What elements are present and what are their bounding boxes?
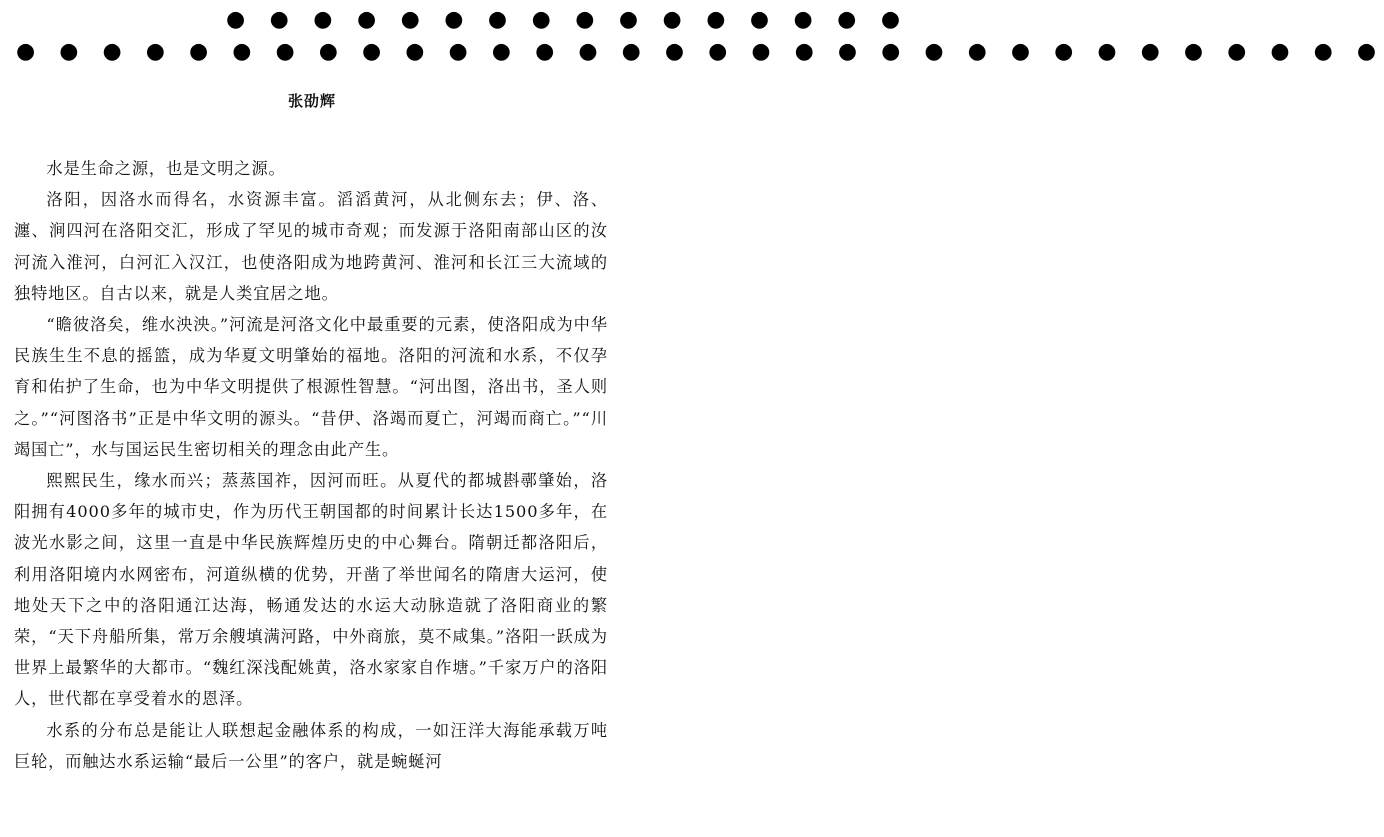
paragraph-3: “瞻彼洛矣，维水泱泱。”河流是河洛文化中最重要的元素，使洛阳成为中华民族生生不息的摇篮，成为华夏文明肇始的福地。洛阳的河流和水系，不仅孕育和佑护了生命，也为中华文明提供了根源性智慧。“河出图，洛出书，圣人则之。”“河图洛书”正是中华文明的源头。“昔伊、洛竭而夏亡，河竭而商亡。”“川竭国亡”，水与国运民生密切相关的理念由此产生。 xyxy=(14,315,608,459)
article-body xyxy=(14,153,608,777)
decorative-dot-row-bottom: ● ● ● ● ● ● ● ● ● ● ● ● ● ● ● ● ● ● ● ● ● ● ● ● ● ● ● ● ● ● ● ● xyxy=(16,39,1384,64)
decorative-dot-row-top: ● ● ● ● ● ● ● ● ● ● ● ● ● ● ● ● xyxy=(226,7,909,32)
paragraph-5: 水系的分布总是能让人联想起金融体系的构成，一如汪洋大海能承载万吨巨轮，而触达水系运输“最后一公里”的客户，就是蜿蜒河 xyxy=(14,720,608,771)
paragraph-1: 水是生命之源，也是文明之源。 xyxy=(46,159,286,178)
paragraph-4: 熙熙民生，缘水而兴；蒸蒸国祚，因河而旺。从夏代的都城斟鄩肇始，洛阳拥有4000多年的城市史，作为历代王朝国都的时间累计长达1500多年，在波光水影之间，这里一直是中华民族辉煌历史的中心舞台。隋朝迁都洛阳后，利用洛阳境内水网密布，河道纵横的优势，开凿了举世闻名的隋唐大运河，使地处天下之中的洛阳通江达海，畅通发达的水运大动脉造就了洛阳商业的繁荣，“天下舟船所集，常万余艘填满河路，中外商旅，莫不咸集。”洛阳一跃成为世界上最繁华的大都市。“魏红深浅配姚黄，洛水家家自作塘。”千家万户的洛阳人，世代都在享受着水的恩泽。 xyxy=(14,471,608,709)
author-name: 张劭辉 xyxy=(287,92,336,110)
paragraph-2: 洛阳，因洛水而得名，水资源丰富。滔滔黄河，从北侧东去；伊、洛、瀍、涧四河在洛阳交汇，形成了罕见的城市奇观；而发源于洛阳南部山区的汝河流入淮河，白河汇入汉江，也使洛阳成为地跨黄河、淮河和长江三大流域的独特地区。自古以来，就是人类宜居之地。 xyxy=(14,190,608,303)
